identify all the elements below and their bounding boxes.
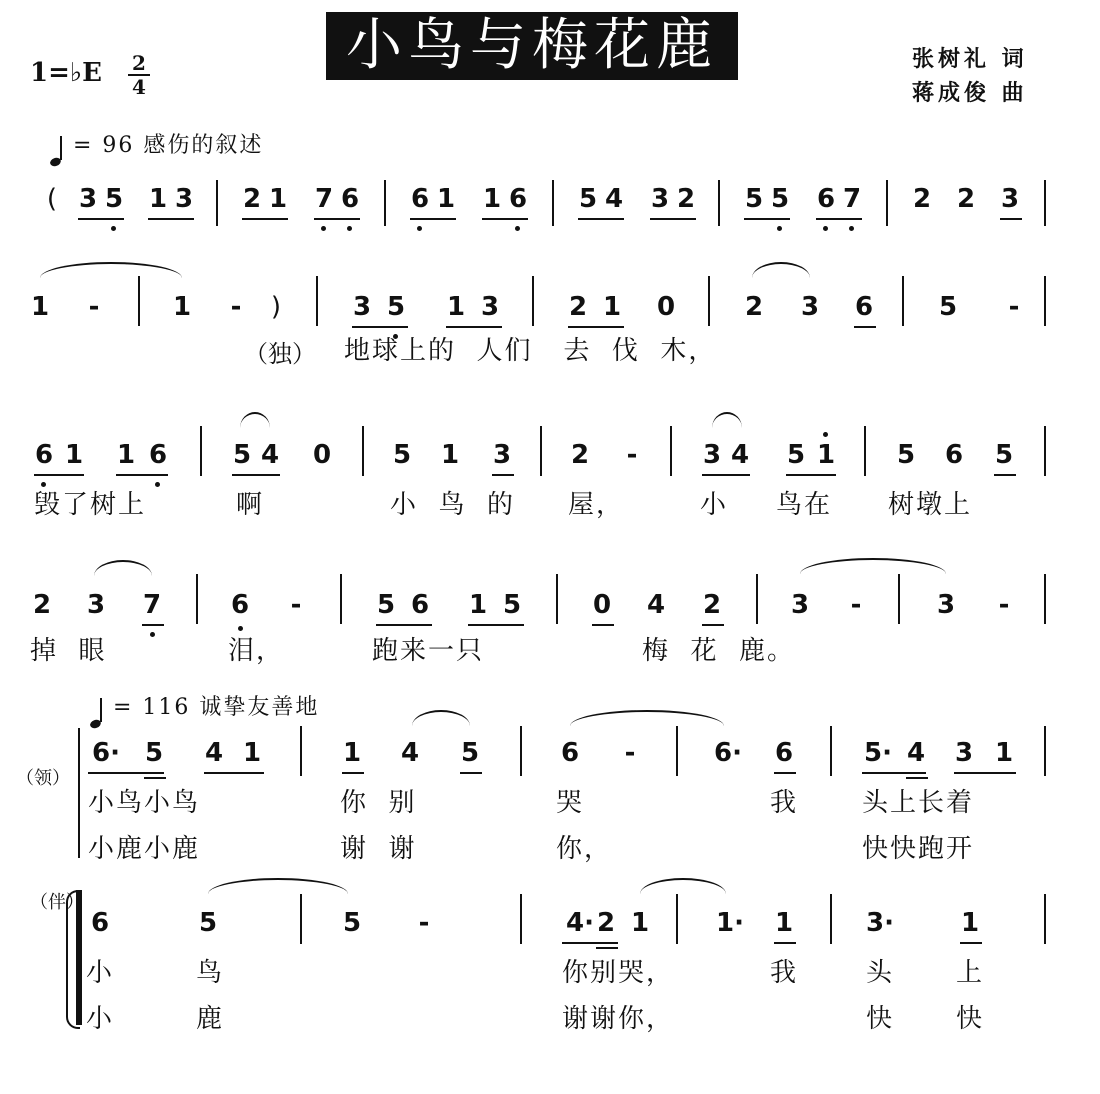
tempo-value: = 116 — [113, 695, 191, 720]
barline — [902, 276, 904, 326]
barline — [898, 574, 900, 624]
note: 3 — [352, 292, 372, 322]
note: 2 — [744, 292, 764, 322]
note: 6 — [410, 184, 430, 214]
note: 2 — [912, 184, 932, 214]
time-signature — [128, 52, 150, 98]
note: 2 — [242, 184, 262, 214]
lyric: 毁了树上 — [34, 490, 147, 520]
note: 6 — [410, 590, 430, 620]
note: 4 — [260, 440, 280, 470]
barline — [552, 180, 554, 226]
barline — [520, 726, 522, 776]
lyric: 你， — [556, 834, 613, 864]
note: 5 — [994, 440, 1014, 470]
lyric: 头 — [866, 958, 895, 988]
slur — [240, 412, 270, 428]
note: 1 — [630, 908, 650, 938]
note: 3 — [86, 590, 106, 620]
barline — [864, 426, 866, 476]
lyric: 谢 谢 — [340, 834, 417, 864]
note: 1 — [116, 440, 136, 470]
lyric: 我 — [770, 788, 799, 818]
slur — [712, 412, 742, 428]
beam — [342, 772, 364, 774]
note: 5 — [502, 590, 522, 620]
beam — [148, 218, 194, 220]
beam — [460, 772, 482, 774]
lyric: 小 — [700, 490, 729, 520]
beam — [352, 326, 408, 328]
barline — [300, 894, 302, 944]
beam — [774, 772, 796, 774]
slur — [94, 560, 152, 576]
meter-top: 2 — [132, 51, 146, 75]
low-dot — [321, 226, 326, 231]
barline — [708, 276, 710, 326]
barline — [1044, 894, 1046, 944]
note: - — [850, 590, 862, 620]
note: 6 — [90, 908, 110, 938]
tempo-marking-1 — [48, 128, 263, 159]
note: 1 — [774, 908, 794, 938]
note: 6 — [340, 184, 360, 214]
staff-row-3 — [0, 410, 1100, 520]
beam — [142, 624, 164, 626]
barline — [138, 276, 140, 326]
note: 1 — [30, 292, 50, 322]
beam — [906, 777, 928, 779]
note: 2 — [676, 184, 696, 214]
note: 5 — [896, 440, 916, 470]
barline — [384, 180, 386, 226]
note: 5 — [938, 292, 958, 322]
beam — [88, 772, 164, 774]
note: 1 — [482, 184, 502, 214]
barline — [556, 574, 558, 624]
beam — [232, 474, 280, 476]
tempo-value: = 96 — [73, 133, 135, 158]
barline — [216, 180, 218, 226]
lyric: 快 — [956, 1004, 985, 1034]
lyric: 小 — [86, 958, 115, 988]
note: 1 — [148, 184, 168, 214]
lyric: 小鸟小鸟 — [88, 788, 201, 818]
note: 5 — [770, 184, 790, 214]
note: 3 — [702, 440, 722, 470]
note: 0 — [312, 440, 332, 470]
beam — [744, 218, 790, 220]
beam — [960, 942, 982, 944]
staff-row-6 — [0, 870, 1100, 1040]
tempo-mood: 诚挚友善地 — [199, 695, 320, 720]
low-dot — [111, 226, 116, 231]
note: 3 — [650, 184, 670, 214]
note: 7 — [314, 184, 334, 214]
beam — [816, 218, 862, 220]
beam — [34, 474, 84, 476]
paren-open: ( — [46, 184, 58, 214]
meter-bottom: 4 — [128, 74, 150, 98]
note: 5 — [376, 590, 396, 620]
beam — [116, 474, 168, 476]
note: 3 — [936, 590, 956, 620]
note: 2 — [570, 440, 590, 470]
note: 1 — [172, 292, 192, 322]
barline — [300, 726, 302, 776]
barline — [1044, 574, 1046, 624]
lyric: 鹿 — [196, 1004, 225, 1034]
beam — [376, 624, 432, 626]
beam — [204, 772, 264, 774]
accompany-label: （伴） — [30, 892, 84, 913]
note: 1 — [468, 590, 488, 620]
lyric: 泪， — [228, 636, 285, 666]
note: 7 — [142, 590, 162, 620]
lyricist-credit: 张树礼 词 — [912, 47, 1028, 72]
beam — [482, 218, 528, 220]
beam — [994, 474, 1016, 476]
barline — [676, 726, 678, 776]
low-dot — [417, 226, 422, 231]
note: - — [290, 590, 302, 620]
note: - — [88, 292, 100, 322]
note: - — [626, 440, 638, 470]
note: 1 — [64, 440, 84, 470]
slur — [412, 710, 470, 726]
high-dot — [823, 432, 828, 437]
lyric: 谢谢你， — [562, 1004, 675, 1034]
note: 1 — [436, 184, 456, 214]
barline — [520, 894, 522, 944]
barline — [1044, 180, 1046, 226]
lyric: 你 别 — [340, 788, 417, 818]
low-dot — [515, 226, 520, 231]
lyric: 跑来一只 — [372, 636, 485, 666]
note: 6 — [816, 184, 836, 214]
barline — [1044, 426, 1046, 476]
note: 3 — [492, 440, 512, 470]
lyric: 上 — [956, 958, 985, 988]
lyrics-line: 地球上的 人们 去 伐 木， — [344, 336, 717, 366]
note: 1 — [816, 440, 836, 470]
barline — [200, 426, 202, 476]
note: 6 — [148, 440, 168, 470]
barline — [756, 574, 758, 624]
staff-row-1 — [0, 180, 1100, 250]
low-dot — [849, 226, 854, 231]
barline — [1044, 726, 1046, 776]
lyric: 梅 花 鹿。 — [642, 636, 796, 666]
low-dot — [823, 226, 828, 231]
song-title: 小鸟与梅花鹿 — [326, 12, 738, 80]
beam — [78, 218, 124, 220]
slur — [640, 878, 726, 894]
note: 2 — [568, 292, 588, 322]
note: 1 — [602, 292, 622, 322]
barline — [886, 180, 888, 226]
note: 5 — [744, 184, 764, 214]
note: 5 — [392, 440, 412, 470]
note: 6· — [92, 738, 120, 768]
barline — [196, 574, 198, 624]
lyric: 树墩上 — [888, 490, 973, 520]
beam — [242, 218, 288, 220]
note: 3 — [790, 590, 810, 620]
tempo-mood: 感伤的叙述 — [143, 133, 264, 158]
lyric: 快快跑开 — [862, 834, 975, 864]
note: 0 — [592, 590, 612, 620]
key-signature: 1=♭E — [30, 58, 102, 88]
note: 4 — [400, 738, 420, 768]
barline — [830, 894, 832, 944]
lyric: 掉 眼 — [30, 636, 107, 666]
lyric: 头上长着 — [862, 788, 975, 818]
tie — [800, 558, 946, 574]
note: 1 — [960, 908, 980, 938]
note: 3 — [78, 184, 98, 214]
note: 1 — [342, 738, 362, 768]
note: 2 — [596, 908, 616, 938]
barline — [316, 276, 318, 326]
note: 2 — [956, 184, 976, 214]
lyric: 你别哭， — [562, 958, 675, 988]
slur — [208, 878, 348, 894]
note: 4 — [906, 738, 926, 768]
barline — [1044, 276, 1046, 326]
beam — [650, 218, 696, 220]
note: 2 — [702, 590, 722, 620]
beam — [596, 947, 618, 949]
beam — [954, 772, 1016, 774]
lyric: 快 — [866, 1004, 895, 1034]
beam — [144, 777, 166, 779]
barline — [676, 894, 678, 944]
note: - — [624, 738, 636, 768]
barline — [340, 574, 342, 624]
barline — [540, 426, 542, 476]
staff-row-2 — [0, 258, 1100, 368]
beam — [562, 942, 618, 944]
note: - — [418, 908, 430, 938]
note: 6 — [560, 738, 580, 768]
note: 2 — [32, 590, 52, 620]
note: 5 — [460, 738, 480, 768]
note: 7 — [842, 184, 862, 214]
note: 6 — [944, 440, 964, 470]
note: - — [998, 590, 1010, 620]
note: 5 — [786, 440, 806, 470]
note: 1 — [440, 440, 460, 470]
barline — [670, 426, 672, 476]
barline — [830, 726, 832, 776]
beam — [702, 474, 750, 476]
low-dot — [155, 482, 160, 487]
note: 5 — [578, 184, 598, 214]
paren-close: ) — [270, 292, 282, 322]
lyric: 屋， — [568, 490, 625, 520]
note: 5 — [232, 440, 252, 470]
beam — [468, 624, 524, 626]
note: 3 — [800, 292, 820, 322]
staff-row-4 — [0, 556, 1100, 666]
lyric: 小 鸟 的 — [390, 490, 516, 520]
beam — [314, 218, 360, 220]
note: 1· — [716, 908, 744, 938]
composer-credit: 蒋成俊 曲 — [912, 81, 1028, 106]
barline — [532, 276, 534, 326]
note: 3 — [174, 184, 194, 214]
note: 6 — [854, 292, 874, 322]
lyric: 鸟 — [196, 958, 225, 988]
note: 6 — [508, 184, 528, 214]
lyric: 鸟在 — [776, 490, 833, 520]
note: 1 — [994, 738, 1014, 768]
note: 4· — [566, 908, 594, 938]
lyric: 我 — [770, 958, 799, 988]
solo-label: （独） — [244, 340, 316, 368]
note: 1 — [242, 738, 262, 768]
note: 4 — [730, 440, 750, 470]
note: 5 — [198, 908, 218, 938]
beam — [862, 772, 926, 774]
lead-label: （领） — [16, 768, 70, 789]
note: 3 — [1000, 184, 1020, 214]
staff-row-5 — [0, 704, 1100, 864]
low-dot — [777, 226, 782, 231]
low-dot — [150, 632, 155, 637]
note: 3· — [866, 908, 894, 938]
tie — [40, 262, 182, 278]
note: 0 — [656, 292, 676, 322]
low-dot — [347, 226, 352, 231]
note: - — [1008, 292, 1020, 322]
note: 3 — [480, 292, 500, 322]
beam — [1000, 218, 1022, 220]
beam — [568, 326, 624, 328]
barline — [362, 426, 364, 476]
note: - — [230, 292, 242, 322]
beam — [702, 624, 724, 626]
note: 5 — [342, 908, 362, 938]
tie — [570, 710, 724, 726]
beam — [410, 218, 456, 220]
beam — [492, 474, 514, 476]
beam — [592, 624, 614, 626]
note: 6 — [230, 590, 250, 620]
beam — [774, 942, 796, 944]
lyric: 啊 — [236, 490, 265, 520]
note: 4 — [604, 184, 624, 214]
lyric: 哭 — [556, 788, 585, 818]
beam — [786, 474, 836, 476]
note: 1 — [268, 184, 288, 214]
note: 6· — [714, 738, 742, 768]
beam — [446, 326, 502, 328]
note: 3 — [954, 738, 974, 768]
note: 4 — [646, 590, 666, 620]
note: 1 — [446, 292, 466, 322]
note: 4 — [204, 738, 224, 768]
note: 6 — [34, 440, 54, 470]
lyric: 小 — [86, 1004, 115, 1034]
barline — [718, 180, 720, 226]
slur — [752, 262, 810, 278]
note: 5 — [386, 292, 406, 322]
beam — [578, 218, 624, 220]
note: 5 — [144, 738, 164, 768]
note: 5· — [864, 738, 892, 768]
beam — [854, 326, 876, 328]
note: 6 — [774, 738, 794, 768]
lyric: 小鹿小鹿 — [88, 834, 201, 864]
note: 5 — [104, 184, 124, 214]
